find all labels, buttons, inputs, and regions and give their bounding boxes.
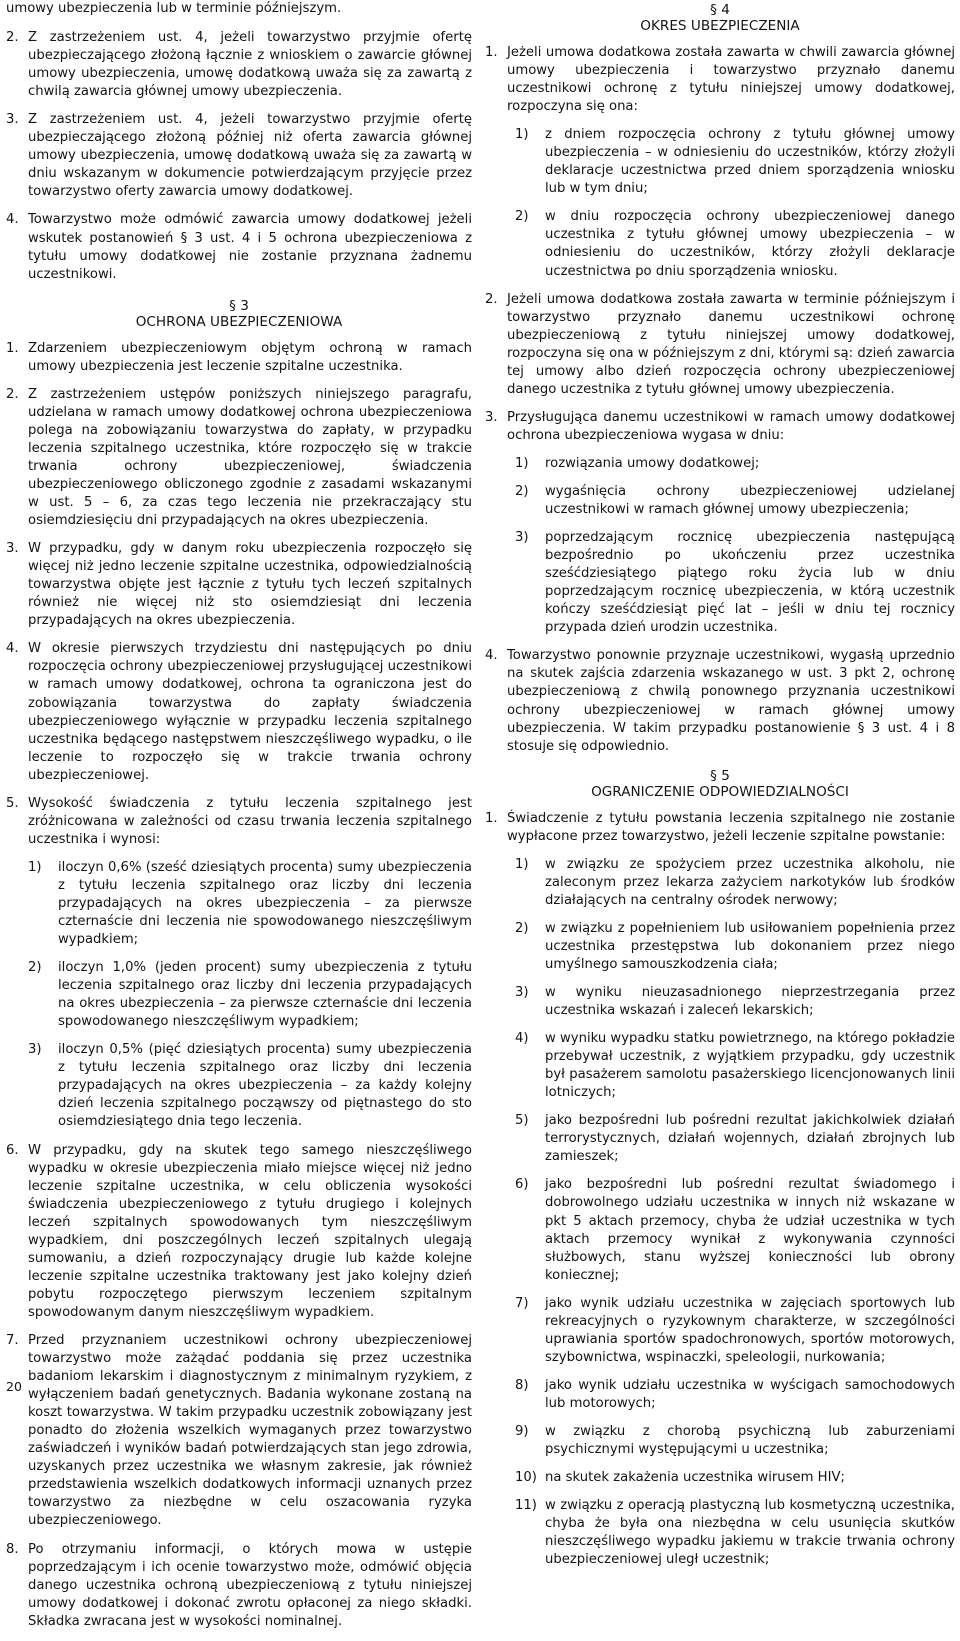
section-4-heading — [485, 2, 955, 34]
paragraph-text: W przypadku, gdy na skutek tego samego nieszczęśliwego wypadku w okresie ubezpieczenia miało miejsce więcej niż jedno leczenie szpitalne uczestnika, w celu obliczenia wysokości świadczenia ubezpieczeniowego z tytułu drugiego i kolejnych leczeń szpitalnych spowodowanych tym nieszczęśliwym wypadkiem, dni poszczególnych leczeń szpitalnych ulegają sumowaniu, a dzień rozpoczynający drugie lub każde kolejne leczenie szpitalne uczestnika traktowany jest jako kolejny dzień pobytu rozpoczętego pierwszym leczeniem szpitalnym spowodowanym danym nieszczęśliwym wypadkiem. — [28, 1142, 472, 1320]
paragraph-text: Jeżeli umowa dodatkowa została zawarta w chwili zawarcia głównej umowy ubezpieczenia i towarzystwo przyznało danemu uczestnikowi ochronę z tytułu niniejszej umowy dodatkowej, rozpoczyna się ona: — [507, 45, 955, 115]
list-number: 2) — [515, 920, 529, 936]
paragraph-text: Zdarzeniem ubezpieczeniowym objętym ochroną w ramach umowy ubezpieczenia jest leczenie szpitalne uczestnika. — [28, 340, 472, 374]
list-text: jako bezpośredni lub pośredni rezultat jakichkolwiek działań terrorystycznych, działań wojennych, działań zbrojnych lub zamieszek; — [545, 1113, 955, 1165]
paragraph-number: 3. — [6, 112, 19, 128]
list-text: jako bezpośredni lub pośredni rezultat świadomego i dobrowolnego udziału uczestnika w innych niż wskazane w pkt 5 aktach przemocy, chyba że udział uczestnika w tych aktach przemocy wynikał z wykonywania czynności służbowych, stanu wyższej konieczności lub obrony koniecznej; — [545, 1177, 955, 1283]
list-text: w dniu rozpoczęcia ochrony ubezpieczeniowej danego uczestnika z tytułu głównej umowy ubezpieczenia – w odniesieniu do uczestników, którzy złożyli deklaracje uczestnictwa po dniu sporządzenia wniosku. — [545, 209, 955, 279]
list-number: 2) — [28, 960, 42, 976]
list-text: rozwiązania umowy dodatkowej; — [545, 455, 760, 471]
paragraph-text: Przysługująca danemu uczestnikowi w ramach umowy dodatkowej ochrona ubezpieczeniowa wygasa w dniu: — [507, 409, 955, 443]
left-column — [6, 0, 472, 1641]
list-text: iloczyn 0,5% (pięć dziesiątych procenta) sumy ubezpieczenia z tytułu leczenia szpitalnego oraz liczby dni leczenia przypadających na okres ubezpieczenia – za każdy kolejny dzień leczenia szpitalnego począwszy od piętnastego do sto osiemdziesiątego dnia tego leczenia. — [58, 1042, 472, 1130]
s4-paragraph-1 — [485, 44, 955, 116]
list-number: 2) — [515, 483, 529, 499]
s3-p5-list — [28, 859, 472, 1132]
list-item — [515, 1295, 955, 1367]
list-number: 1) — [515, 455, 529, 471]
list-item — [515, 1423, 955, 1459]
paragraph-number: 3. — [485, 409, 498, 425]
list-number: 1) — [515, 127, 529, 143]
s5-paragraph-1 — [485, 810, 955, 846]
paragraph-number: 1. — [485, 45, 498, 60]
list-number: 3) — [515, 985, 529, 1001]
list-item — [515, 455, 955, 473]
s3-paragraph-1 — [6, 340, 472, 376]
list-text: iloczyn 0,6% (sześć dziesiątych procenta) sumy ubezpieczenia z tytułu leczenia szpitalnego oraz liczby dni leczenia przypadających na okres ubezpieczenia – za pierwsze czternaście dni leczenia nie spowodowanego nieszczęśliwym wypadkiem; — [58, 859, 472, 948]
s4-p1-list — [515, 126, 955, 280]
list-number: 7) — [515, 1295, 529, 1311]
s3-paragraph-4 — [6, 640, 472, 784]
s3-paragraph-7 — [6, 1332, 472, 1531]
list-text: jako wynik udziału uczestnika w zajęciach sportowych lub rekreacyjnych o ryzykownym charakterze, w szczególności uprawiania sportów spadochronowych, sportów motorowych, szybownictwa, wspinaczki, speleologii, nurkowania; — [545, 1295, 955, 1365]
paragraph-text: Z zastrzeżeniem ustępów poniższych niniejszego paragrafu, udzielana w ramach umowy dodatkowej ochrona ubezpieczeniowa polega na zobowiązaniu towarzystwa do zapłaty, w przypadku leczenia szpitalnego uczestnika, które rozpoczęło się w trakcie trwania ochrony ubezpieczeniowej, świadczenia ubezpieczeniowego obliczonego zgodnie z zasadami wskazanymi w ust. 5 – 6, za czas tego leczenia nie przekraczający stu osiemdziesięciu dni przypadających na okres ubezpieczenia. — [28, 386, 472, 529]
list-text: w związku z operacją plastyczną lub kosmetyczną uczestnika, chyba że była ona niezbędna w celu usunięcia skutków nieszczęśliwego wypadku jakiemu w trakcie trwania ochrony ubezpieczeniowej uległ uczestnik; — [545, 1498, 955, 1568]
paragraph-number: 5. — [6, 795, 19, 811]
list-item — [515, 856, 955, 910]
section-mark: § 4 — [710, 2, 730, 18]
paragraph-number: 7. — [6, 1333, 19, 1348]
section-title: OGRANICZENIE ODPOWIEDZIALNOŚCI — [591, 783, 849, 800]
paragraph-number: 3. — [6, 541, 19, 557]
paragraph-text: Przed przyznaniem uczestnikowi ochrony ubezpieczeniowej towarzystwo może zażądać poddania się przez uczestnika badaniom lekarskim i diagnostycznym z minimalnym ryzykiem, z wyłączeniem badań genetycznych. Badania wykonane zostaną na koszt towarzystwa. W takim przypadku uczestnik zobowiązany jest ponadto do złożenia wszelkich wymaganych przez towarzystwo zaświadczeń i wyników badań potwierdzających stan jego zdrowia, uzyskanych przez uczestnika we własnym zakresie, jak również przedstawienia wszelkich dodatkowych informacji uznanych przez towarzystwo za niezbędne w celu oszacowania ryzyka ubezpieczeniowego. — [28, 1333, 472, 1529]
s3-paragraph-2 — [6, 386, 472, 530]
paragraph-text: Z zastrzeżeniem ust. 4, jeżeli towarzystwo przyjmie ofertę ubezpieczającego złożoną później niż oferta zawarcia głównej umowy ubezpieczenia, umowę dodatkową uważa się za zawartą w dniu wskazanym w dokumencie potwierdzającym przyjęcie przez towarzystwo oferty zawarcia umowy dodatkowej. — [28, 112, 472, 200]
list-item — [515, 1176, 955, 1284]
list-text: na skutek zakażenia uczestnika wirusem HIV; — [545, 1470, 845, 1486]
paragraph-text: Jeżeli umowa dodatkowa została zawarta w terminie późniejszym i towarzystwo przyznało danemu uczestnikowi ochronę ubezpieczeniową z tytułu niniejszej umowy dodatkowej, rozpoczyna się ona w późniejszym z dni, którymi są: dzień zawarcia tej umowy albo dzień rozpoczęcia ochrony ubezpieczeniowej danego uczestnika z tytułu głównej umowy ubezpieczenia. — [507, 291, 955, 397]
paragraph-number: 4. — [6, 212, 19, 228]
paragraph-number: 1. — [6, 340, 19, 356]
section-title: OCHRONA UBEZPIECZENIOWA — [135, 313, 343, 330]
paragraph-number: 6. — [6, 1142, 19, 1158]
paragraph-text: Towarzystwo ponownie przyznaje uczestnikowi, wygasłą uprzednio na skutek zajścia zdarzenia wskazanego w ust. 3 pkt 2, ochronę ubezpieczeniową z chwilą ponownego przyznania uczestnikowi ochrony ubezpieczeniowej w ramach głównej umowy ubezpieczenia. W takim przypadku postanowienie § 3 ust. 4 i 8 stosuje się odpowiednio. — [507, 648, 955, 754]
list-text: w związku z chorobą psychiczną lub zaburzeniami psychicznymi występującymi u uczestnika; — [545, 1424, 955, 1458]
list-item — [515, 1030, 955, 1102]
page-number: 20 — [6, 1379, 22, 1394]
list-number: 8) — [515, 1377, 529, 1393]
section-mark: § 5 — [710, 767, 730, 784]
list-number: 1) — [515, 856, 529, 872]
list-item — [515, 1112, 955, 1166]
s5-p1-list — [515, 856, 955, 1570]
top-fragment: umowy ubezpieczenia lub w terminie późniejszym. — [6, 1, 342, 16]
paragraph-4 — [6, 211, 472, 283]
paragraph-number: 4. — [485, 648, 498, 664]
list-text: w wyniku wypadku statku powietrznego, na którego pokładzie przebywał uczestnik, z wyjątkiem przypadku, gdy uczestnik był pasażerem samolotu pasażerskiego licencjonowanych linii lotniczych; — [545, 1031, 955, 1101]
list-item — [515, 920, 955, 974]
list-number: 6) — [515, 1177, 529, 1193]
s3-paragraph-3 — [6, 540, 472, 630]
list-item — [515, 483, 955, 519]
list-item — [28, 959, 472, 1031]
list-text: w związku z popełnieniem lub usiłowaniem popełnienia przez uczestnika przestępstwa lub dokonaniem przez niego umyślnego samouszkodzenia ciała; — [545, 920, 955, 972]
list-item — [515, 529, 955, 637]
s4-paragraph-3 — [485, 409, 955, 445]
list-number: 11) — [515, 1498, 537, 1514]
list-number: 9) — [515, 1424, 529, 1439]
paragraph-number: 4. — [6, 641, 19, 657]
s3-paragraph-5 — [6, 795, 472, 849]
list-text: iloczyn 1,0% (jeden procent) sumy ubezpieczenia z tytułu leczenia szpitalnego oraz liczby dni leczenia przypadających na okres ubezpieczenia – za pierwsze czternaście dni leczenia spowodowanego nieszczęśliwym wypadkiem; — [58, 960, 472, 1030]
paragraph-text: W okresie pierwszych trzydziestu dni następujących po dniu rozpoczęcia ochrony ubezpieczeniowej przysługującej uczestnikowi w ramach umowy dodatkowej, ochrona ta ograniczona jest do zobowiązania towarzystwa do zapłaty świadczenia ubezpieczeniowego wyłącznie w przypadku leczenia szpitalnego uczestnika będącego następstwem nieszczęśliwego wypadku, o ile leczenie to rozpoczęło się w trakcie trwania ochrony ubezpieczeniowej. — [28, 641, 472, 783]
paragraph-number: 1. — [485, 810, 498, 826]
list-text: poprzedzającym rocznicę ubezpieczenia następującą bezpośrednio po ukończeniu przez uczestnika sześćdziesiątego piątego roku życia lub w dniu poprzedzającym rocznicę ubezpieczenia, w którą uczestnik kończy sześćdziesiąt pięć lat – jeśli w dniu tej rocznicy przypada dzień urodzin uczestnika. — [545, 530, 955, 636]
list-item — [28, 859, 472, 949]
section-mark: § 3 — [229, 297, 249, 314]
paragraph-text: Po otrzymaniu informacji, o których mowa w ustępie poprzedzającym i ich ocenie towarzystwo może, odmówić objęcia danego uczestnika ochroną ubezpieczeniową z tytułu niniejszej umowy dodatkowej i dokonać zwrotu opłaconej za niego składki. Składka zwracana jest w wysokości nominalnej. — [28, 1541, 472, 1629]
s4-paragraph-2 — [485, 291, 955, 399]
paragraph-number: 2. — [6, 30, 19, 46]
list-text: z dniem rozpoczęcia ochrony z tytułu głównej umowy ubezpieczenia – w odniesieniu do uczestników, którzy złożyli deklaracje uczestnictwa przed dniem sporządzenia wniosku lub w tym dniu; — [545, 127, 955, 197]
section-5-heading — [485, 768, 955, 800]
list-number: 3) — [515, 530, 529, 546]
list-number: 2) — [515, 209, 529, 225]
list-item — [515, 1497, 955, 1569]
s3-paragraph-8 — [6, 1541, 472, 1631]
list-item — [515, 984, 955, 1020]
s3-paragraph-6 — [6, 1142, 472, 1322]
paragraph-text: Świadczenie z tytułu powstania leczenia szpitalnego nie zostanie wypłacone przez towarzystwo, jeżeli leczenie szpitalne powstanie: — [507, 810, 955, 844]
list-number: 5) — [515, 1113, 529, 1129]
list-item — [28, 1041, 472, 1131]
list-text: wygaśnięcia ochrony ubezpieczeniowej udzielanej uczestnikowi w ramach głównej umowy ubezpieczenia; — [545, 483, 955, 518]
paragraph-number: 2. — [485, 291, 498, 307]
paragraph-number: 2. — [6, 386, 19, 402]
paragraph-text: Z zastrzeżeniem ust. 4, jeżeli towarzystwo przyjmie ofertę ubezpieczającego złożoną łącznie z wnioskiem o zawarcie głównej umowy ubezpieczenia, umowę dodatkową uważa się za zawartą z chwilą zawarcia głównej umowy ubezpieczenia. — [28, 30, 472, 100]
paragraph-text: Towarzystwo może odmówić zawarcia umowy dodatkowej jeżeli wskutek postanowień § 3 ust. 4 i 5 ochrona ubezpieczeniowa z tytułu umowy dodatkowej nie zostanie przyznana żadnemu uczestnikowi. — [28, 212, 472, 282]
list-item — [515, 208, 955, 280]
s4-p3-list — [515, 455, 955, 637]
section-title: OKRES UBEZPIECZENIA — [640, 18, 800, 34]
list-number: 3) — [28, 1042, 42, 1058]
right-column — [485, 0, 955, 1579]
list-number: 4) — [515, 1031, 529, 1047]
list-item — [515, 1377, 955, 1413]
section-3-heading — [6, 298, 472, 330]
paragraph-number: 8. — [6, 1541, 19, 1557]
list-item — [515, 1469, 955, 1487]
list-text: w związku ze spożyciem przez uczestnika alkoholu, nie zaleconym przez lekarza zażyciem narkotyków lub środków działających na centralny ośrodek nerwowy; — [545, 856, 955, 908]
list-text: jako wynik udziału uczestnika w wyścigach samochodowych lub motorowych; — [545, 1377, 955, 1411]
list-number: 1) — [28, 859, 42, 875]
list-text: w wyniku nieuzasadnionego nieprzestrzegania przez uczestnika wskazań i zaleceń lekarskich; — [545, 985, 955, 1019]
paragraph-3 — [6, 111, 472, 201]
s4-paragraph-4 — [485, 647, 955, 755]
paragraph-text: Wysokość świadczenia z tytułu leczenia szpitalnego jest zróżnicowana w zależności od czasu trwania leczenia szpitalnego uczestnika i wynosi: — [28, 795, 472, 847]
paragraph-2 — [6, 29, 472, 101]
list-number: 10) — [515, 1470, 537, 1486]
list-item — [515, 126, 955, 198]
paragraph-text: W przypadku, gdy w danym roku ubezpieczenia rozpoczęło się więcej niż jedno leczenie szpitalne uczestnika, odpowiedzialnością towarzystwa objęte jest łącznie z tytułu tych leczeń szpitalnych również nie więcej niż sto osiemdziesiąt dni leczenia przypadających na okres ubezpieczenia. — [28, 541, 472, 629]
